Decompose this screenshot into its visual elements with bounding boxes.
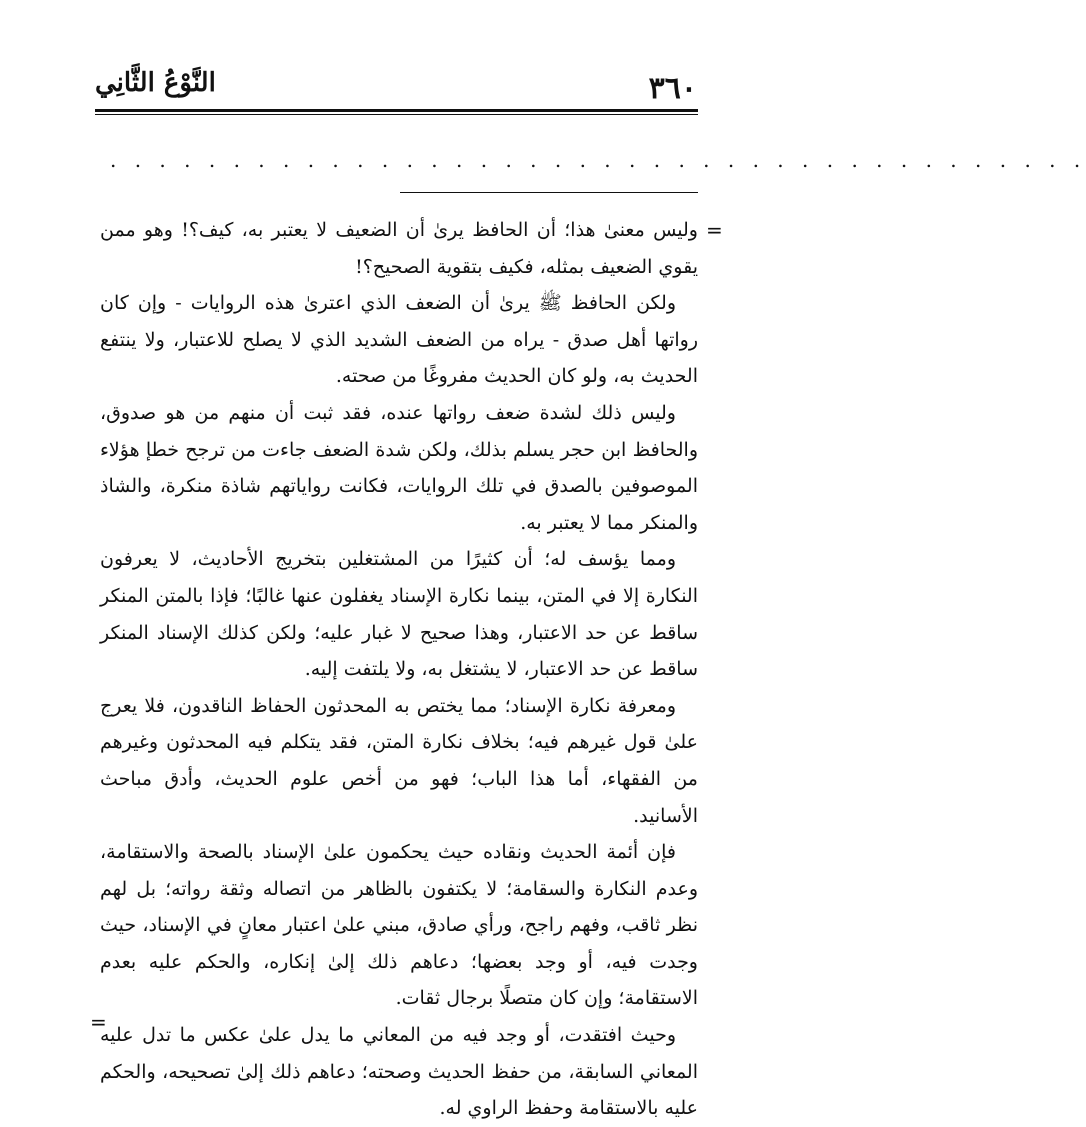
- paragraph: وليس ذلك لشدة ضعف رواتها عنده، فقد ثبت أن منهم من هو صدوق، والحافظ ابن حجر يسلم بذلك، ولكن شدة الضعف جاءت من ترجح خطإ هؤلاء الموصوفين بالصدق في تلك الروايات، فكانت رواياتهم شاذة منكرة، والشاذ والمنكر مما لا يعتبر به.: [100, 401, 698, 534]
- continuation-mark-top: =: [706, 218, 723, 242]
- page-header: [95, 66, 697, 106]
- running-title: النَّوْعُ الثَّانِي: [95, 68, 216, 98]
- paragraph: ومعرفة نكارة الإسناد؛ مما يختص به المحدثون الحفاظ الناقدون، فلا يعرج علىٰ قول غيرهم فيه؛ بخلاف نكارة المتن، فقد يتكلم فيه المحدثون وغيرهم من الفقهاء، أما هذا الباب؛ فهو من أخص علوم الحديث، وأدق مباحث الأسانيد.: [100, 694, 698, 827]
- footnote-body: [100, 212, 698, 1127]
- paragraph: ومما يؤسف له؛ أن كثيرًا من المشتغلين بتخريج الأحاديث، لا يعرفون النكارة إلا في المتن، بينما نكارة الإسناد يغفلون عنها غالبًا؛ فإذا بالمتن المنكر ساقط عن حد الاعتبار، وهذا صحيح لا غبار عليه؛ ولكن كذلك الإسناد المنكر ساقط عن حد الاعتبار، لا يشتغل به، ولا يلتفت إليه.: [100, 548, 698, 681]
- paragraph: ولكن الحافظ ﷺ يرىٰ أن الضعف الذي اعترىٰ هذه الروايات - وإن كان رواتها أهل صدق - يراه من الضعف الشديد الذي لا يصلح للاعتبار، ولا ينتفع الحديث به، ولو كان الحديث مفروغًا من صحته.: [100, 292, 698, 388]
- page-number: ٣٦٠: [648, 71, 697, 106]
- paragraph: فإن أئمة الحديث ونقاده حيث يحكمون علىٰ الإسناد بالصحة والاستقامة، وعدم النكارة والسقامة؛ لا يكتفون بالظاهر من اتصاله وثقة رواته؛ بل لهم نظر ثاقب، وفهم راجح، ورأي صادق، مبني علىٰ اعتبار معانٍ في الإسناد، حيث وجدت فيه، أو وجد بعضها؛ دعاهم ذلك إلىٰ إنكاره، والحكم عليه بعدم الاستقامة؛ وإن كان متصلًا برجال ثقات.: [100, 841, 698, 1010]
- footnote-rule: [400, 192, 698, 193]
- separator-dots: . . . . . . . . . . . . . . . . . . . . . . . . . . . . . . . . . . . . . . . .: [110, 148, 1086, 172]
- continuation-mark-bottom: =: [90, 1010, 107, 1034]
- header-rule-thick: [95, 109, 698, 112]
- paragraph: وحيث افتقدت، أو وجد فيه من المعاني ما يدل علىٰ عكس ما تدل عليه المعاني السابقة، من حفظ الحديث وصحته؛ دعاهم ذلك إلىٰ تصحيحه، والحكم عليه بالاستقامة وحفظ الراوي له.: [100, 1024, 698, 1120]
- paragraph: وليس معنىٰ هذا؛ أن الحافظ يرىٰ أن الضعيف لا يعتبر به، كيف؟! وهو ممن يقوي الضعيف بمثله، فكيف بتقوية الصحيح؟!: [100, 219, 698, 278]
- header-rule-thin: [95, 114, 698, 115]
